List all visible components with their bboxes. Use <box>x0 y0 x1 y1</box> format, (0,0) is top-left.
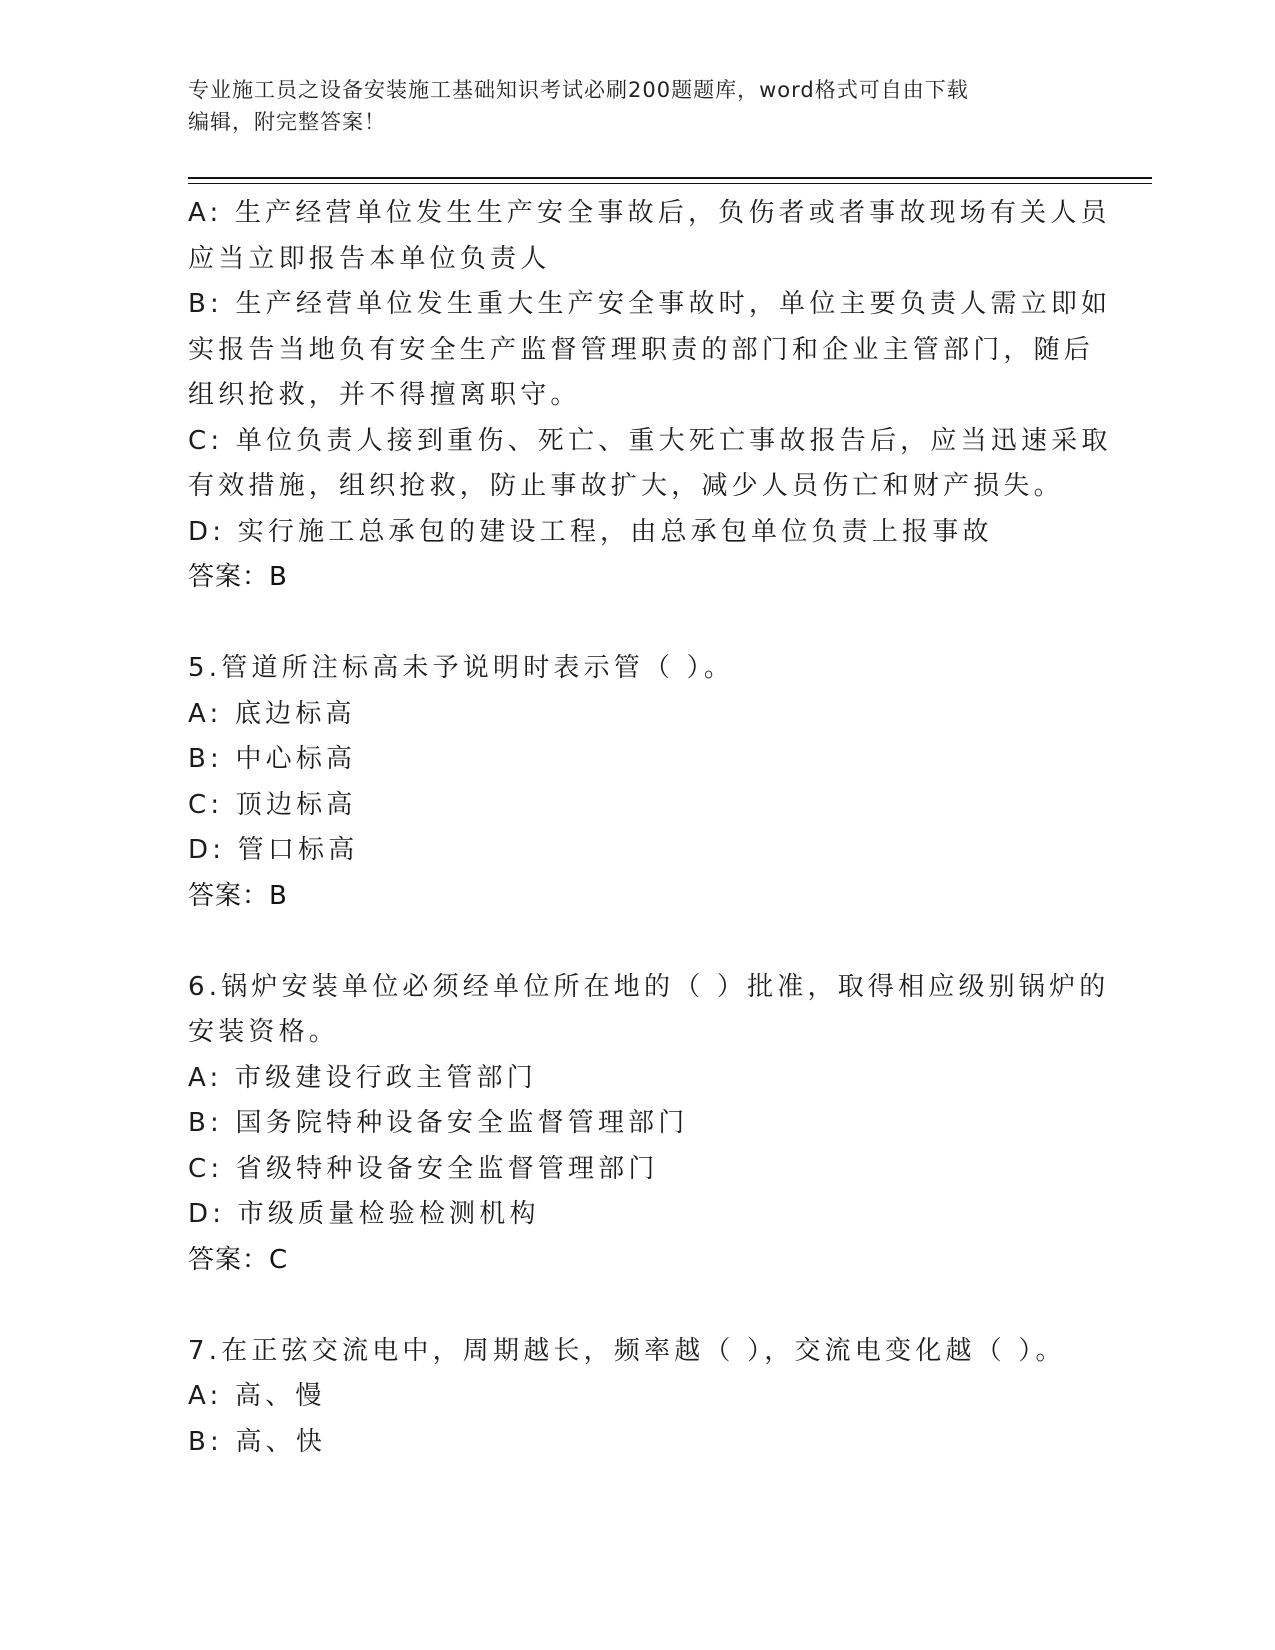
q4-option-b-line-1: B: 生产经营单位发生重大生产安全事故时，单位主要负责人需立即如 <box>188 289 1112 319</box>
q6-answer: 答案：C <box>188 1244 289 1275</box>
header-title-line-2: 编辑，附完整答案！ <box>188 110 386 134</box>
q7-option-b: B: 高、快 <box>188 1426 327 1457</box>
header-divider-thin <box>188 183 1152 184</box>
q4-option-b-line-2: 实报告当地负有安全生产监督管理职责的部门和企业主管部门，随后 <box>188 334 1095 365</box>
question-4-block <box>188 191 1112 601</box>
question-6-block <box>188 965 1110 1284</box>
spacer <box>188 601 1088 647</box>
question-7-block <box>188 1329 1088 1466</box>
q5-question: 5.管道所注标高未予说明时表示管（ ）。 <box>188 653 735 683</box>
q4-option-d: D: 实行施工总承包的建设工程，由总承包单位负责上报事故 <box>188 516 993 547</box>
question-list <box>188 191 1112 1465</box>
spacer <box>188 1283 1088 1329</box>
q4-option-c-line-2: 有效措施，组织抢救，防止事故扩大，减少人员伤亡和财产损失。 <box>188 471 1064 501</box>
q6-option-b: B: 国务院特种设备安全监督管理部门 <box>188 1108 689 1138</box>
q4-option-c-line-1: C: 单位负责人接到重伤、死亡、重大死亡事故报告后，应当迅速采取 <box>188 425 1112 456</box>
q4-option-b-line-3: 组织抢救，并不得擅离职守。 <box>188 380 581 410</box>
header-title-line-1: 专业施工员之设备安装施工基础知识考试必刷200题题库，word格式可自由下载 <box>188 78 969 102</box>
q4-answer: 答案：B <box>188 562 288 592</box>
q6-question-line-2: 安装资格。 <box>188 1017 340 1047</box>
q6-option-c: C: 省级特种设备安全监督管理部门 <box>188 1153 659 1184</box>
q6-question-line-1: 6.锅炉安装单位必须经单位所在地的（ ）批准，取得相应级别锅炉的 <box>188 971 1110 1002</box>
q4-option-a-line-2: 应当立即报告本单位负责人 <box>188 243 551 274</box>
q5-option-a: A: 底边标高 <box>188 698 356 729</box>
q5-option-b: B: 中心标高 <box>188 744 357 774</box>
question-5-block <box>188 646 1088 919</box>
q4-option-a-line-1: A: 生产经营单位发生生产安全事故后，负伤者或者事故现场有关人员 <box>188 198 1111 228</box>
q6-option-d: D: 市级质量检验检测机构 <box>188 1199 540 1229</box>
document-header <box>188 74 1068 138</box>
spacer <box>188 919 1088 965</box>
header-divider-thick <box>188 177 1152 179</box>
q5-answer: 答案：B <box>188 880 288 911</box>
q5-option-c: C: 顶边标高 <box>188 789 357 820</box>
q7-option-a: A: 高、慢 <box>188 1381 326 1411</box>
q7-question: 7.在正弦交流电中，周期越长，频率越（ ），交流电变化越（ ）。 <box>188 1335 1066 1366</box>
q6-option-a: A: 市级建设行政主管部门 <box>188 1062 537 1093</box>
q5-option-d: D: 管口标高 <box>188 835 359 865</box>
